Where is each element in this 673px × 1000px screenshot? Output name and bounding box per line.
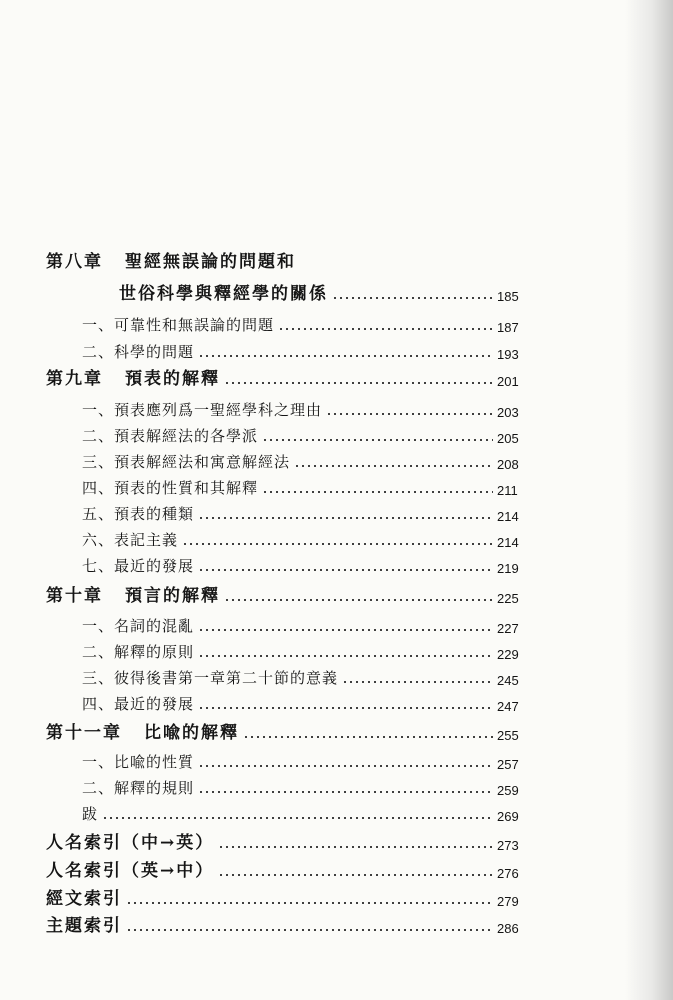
leader-dots bbox=[198, 569, 493, 571]
leader-dots bbox=[198, 655, 493, 657]
section-title: 四、最近的發展 bbox=[82, 695, 195, 713]
page-number: 269 bbox=[497, 809, 519, 824]
leader-dots bbox=[243, 736, 493, 738]
section-title: 七、最近的發展 bbox=[82, 557, 195, 575]
chapter-number: 第十章 bbox=[46, 586, 103, 606]
page-number: 219 bbox=[497, 561, 519, 576]
toc-entry bbox=[82, 448, 525, 472]
toc-entry bbox=[46, 719, 525, 743]
toc-entry bbox=[82, 748, 525, 772]
page-number: 214 bbox=[497, 509, 519, 524]
page-number: 211 bbox=[497, 483, 518, 498]
section-title: 二、預表解經法的各學派 bbox=[82, 427, 259, 445]
leader-dots bbox=[218, 874, 493, 876]
toc-entry bbox=[82, 612, 525, 636]
toc-entry bbox=[46, 582, 525, 606]
toc-entry bbox=[46, 829, 525, 853]
toc-entry bbox=[46, 912, 525, 936]
page-number: 203 bbox=[497, 405, 519, 420]
page-number: 273 bbox=[497, 838, 519, 853]
page-number: 276 bbox=[497, 866, 519, 881]
leader-dots bbox=[198, 765, 493, 767]
page-number: 185 bbox=[497, 289, 519, 304]
chapter-number: 第九章 bbox=[46, 369, 103, 389]
section-title: 三、預表解經法和寓意解經法 bbox=[82, 453, 291, 471]
index-title: 經文索引 bbox=[46, 889, 122, 909]
page-number: 193 bbox=[497, 347, 519, 362]
page-edge-shadow bbox=[625, 0, 673, 1000]
toc-entry bbox=[82, 526, 525, 550]
toc-entry bbox=[46, 248, 516, 272]
page-number: 227 bbox=[497, 621, 519, 636]
toc-entry bbox=[119, 280, 525, 304]
leader-dots bbox=[224, 382, 493, 384]
leader-dots bbox=[278, 328, 493, 330]
section-title: 一、名詞的混亂 bbox=[82, 617, 195, 635]
leader-dots bbox=[294, 465, 493, 467]
toc-entry bbox=[46, 365, 525, 389]
leader-dots bbox=[198, 355, 493, 357]
chapter-title: 比喩的解釋 bbox=[144, 723, 239, 743]
toc-entry bbox=[82, 552, 525, 576]
leader-dots bbox=[218, 846, 493, 848]
section-title: 一、預表應列爲一聖經學科之理由 bbox=[82, 401, 323, 419]
page-number: 255 bbox=[497, 728, 519, 743]
toc-entry bbox=[82, 338, 525, 362]
page-number: 187 bbox=[497, 320, 519, 335]
toc-entry bbox=[82, 690, 525, 714]
section-title: 四、預表的性質和其解釋 bbox=[82, 479, 259, 497]
toc-entry bbox=[82, 422, 525, 446]
chapter-number: 第十一章 bbox=[46, 723, 122, 743]
page-number: 279 bbox=[497, 894, 519, 909]
section-title: 二、解釋的規則 bbox=[82, 779, 195, 797]
section-title: 三、彼得後書第一章第二十節的意義 bbox=[82, 669, 339, 687]
index-title: 人名索引（中→英） bbox=[46, 833, 215, 853]
section-title: 二、解釋的原則 bbox=[82, 643, 195, 661]
page-number: 229 bbox=[497, 647, 519, 662]
page-number: 214 bbox=[497, 535, 519, 550]
leader-dots bbox=[326, 413, 493, 415]
toc-entry bbox=[82, 664, 525, 688]
leader-dots bbox=[342, 681, 493, 683]
toc-entry bbox=[82, 638, 525, 662]
toc-entry bbox=[82, 396, 525, 420]
page-number: 286 bbox=[497, 921, 519, 936]
toc-entry bbox=[82, 474, 525, 498]
page-number: 225 bbox=[497, 591, 519, 606]
section-title: 五、預表的種類 bbox=[82, 505, 195, 523]
page-number: 245 bbox=[497, 673, 519, 688]
page-number: 201 bbox=[497, 374, 519, 389]
chapter-number: 第八章 bbox=[46, 252, 103, 272]
leader-dots bbox=[332, 297, 493, 299]
section-title: 一、可靠性和無誤論的問題 bbox=[82, 316, 275, 334]
toc-entry bbox=[46, 857, 525, 881]
leader-dots bbox=[262, 439, 493, 441]
toc-entry bbox=[82, 800, 525, 824]
toc-entry bbox=[46, 885, 525, 909]
chapter-title: 預言的解釋 bbox=[125, 586, 220, 606]
page-number: 259 bbox=[497, 783, 519, 798]
index-title: 人名索引（英→中） bbox=[46, 861, 215, 881]
leader-dots bbox=[102, 817, 493, 819]
section-title: 六、表記主義 bbox=[82, 531, 179, 549]
leader-dots bbox=[198, 629, 493, 631]
page-number: 208 bbox=[497, 457, 519, 472]
leader-dots bbox=[198, 517, 493, 519]
chapter-title-cont: 世俗科學與釋經學的關係 bbox=[119, 284, 328, 304]
toc-entry bbox=[82, 311, 525, 335]
leader-dots bbox=[262, 491, 493, 493]
page-number: 257 bbox=[497, 757, 519, 772]
toc-entry bbox=[82, 774, 525, 798]
section-title: 一、比喩的性質 bbox=[82, 753, 195, 771]
page-number: 205 bbox=[497, 431, 519, 446]
leader-dots bbox=[224, 599, 493, 601]
leader-dots bbox=[198, 791, 493, 793]
chapter-title: 聖經無誤論的問題和 bbox=[125, 252, 296, 272]
section-title: 二、科學的問題 bbox=[82, 343, 195, 361]
toc-entry bbox=[82, 500, 525, 524]
leader-dots bbox=[182, 543, 493, 545]
leader-dots bbox=[126, 929, 493, 931]
chapter-title: 預表的解釋 bbox=[125, 369, 220, 389]
leader-dots bbox=[198, 707, 493, 709]
leader-dots bbox=[126, 902, 493, 904]
page-number: 247 bbox=[497, 699, 519, 714]
section-title: 跋 bbox=[82, 805, 99, 823]
index-title: 主題索引 bbox=[46, 916, 122, 936]
